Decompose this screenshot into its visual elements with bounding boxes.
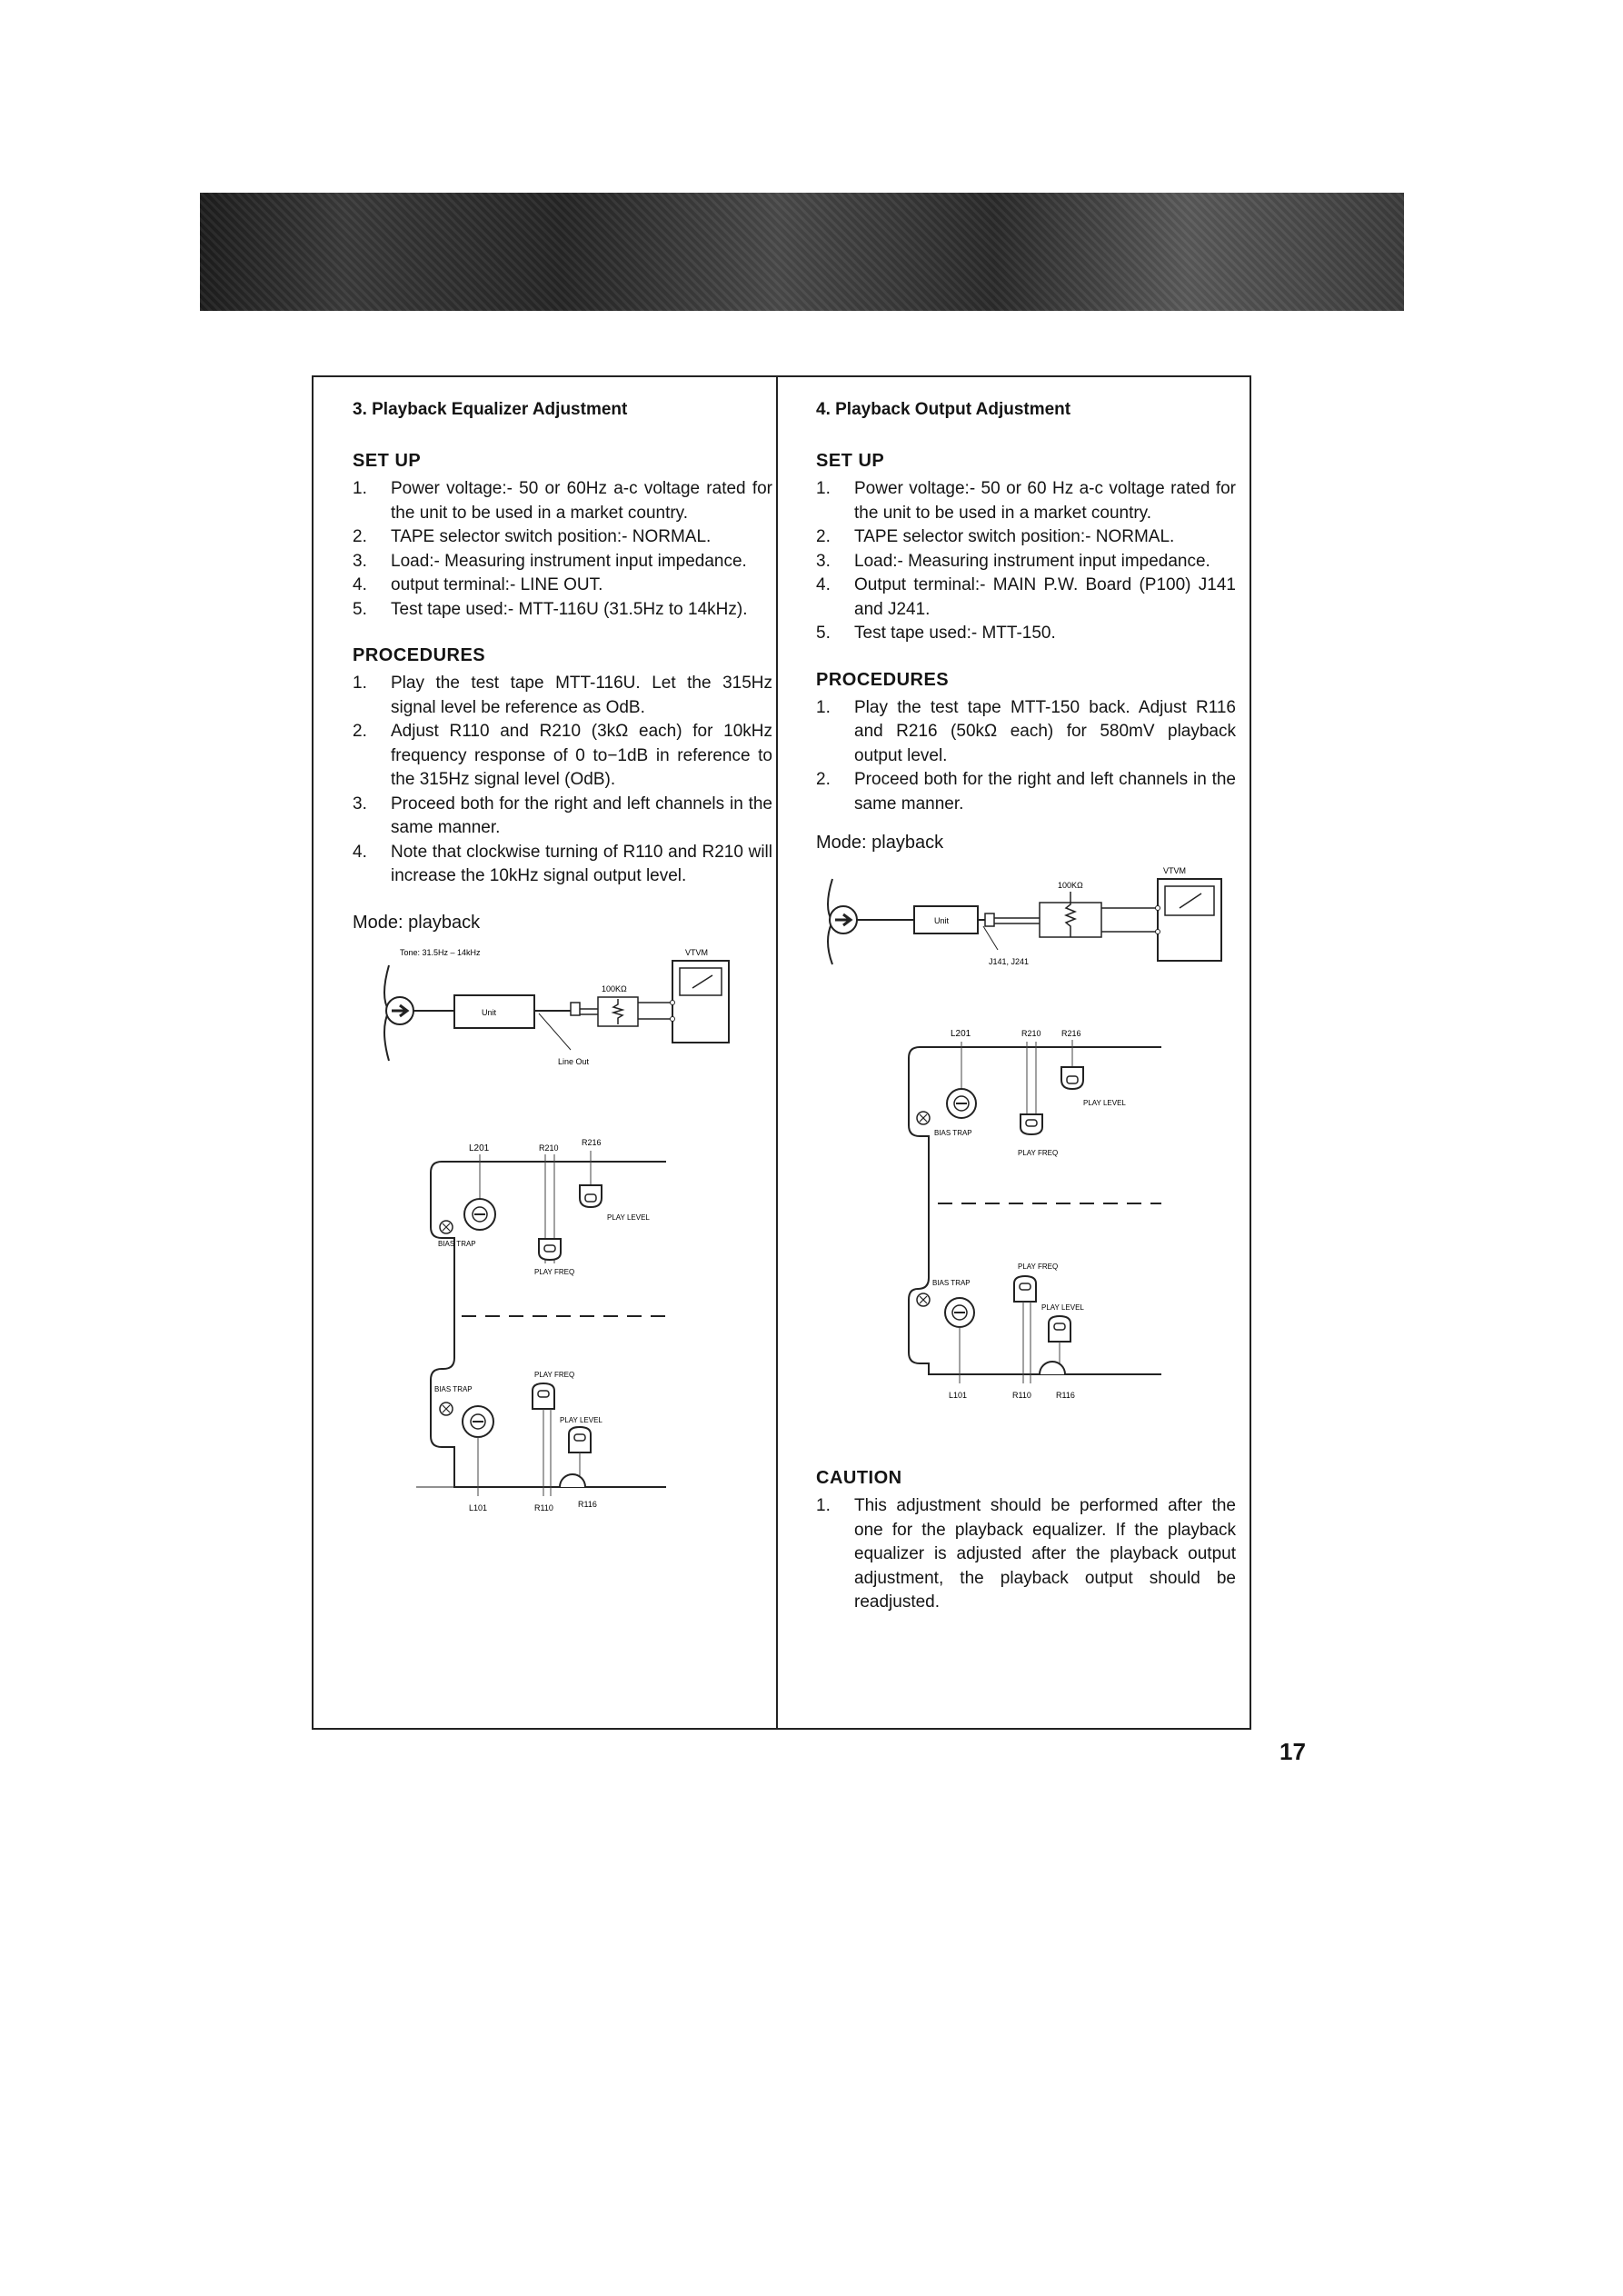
list-item: 2. TAPE selector switch position:- NORMAL. — [353, 527, 712, 546]
resistor-icon — [1066, 892, 1075, 937]
vtvm-label: VTVM — [1163, 866, 1187, 875]
list-item: 4. output terminal:- LINE OUT. — [353, 575, 603, 594]
r110-label: R110 — [534, 1502, 553, 1512]
vtvm-meter — [672, 961, 729, 1043]
list-item: 1. Play the test tape MTT-150 back. Adjust R116 and R216 (50kΩ each) for 580mV playback output level. — [816, 697, 1236, 765]
list-item: 2. Adjust R110 and R210 (3kΩ each) for 10kHz frequency response of 0 to−1dB in reference to the 315Hz signal level (OdB). — [353, 722, 772, 789]
connection-diagram — [353, 943, 734, 1079]
pc-board-diagram — [353, 1107, 734, 1534]
list-item: 5. Test tape used:- MTT-150. — [816, 624, 1056, 643]
list-item: 4. Note that clockwise turning of R110 and R210 will increase the 10kHz signal output level. — [353, 842, 772, 885]
r116-label: R116 — [578, 1499, 597, 1509]
play-freq-trimmer — [1021, 1114, 1042, 1134]
connection-diagram — [816, 863, 1234, 972]
setup-list — [816, 477, 1236, 646]
setup-list — [353, 477, 772, 622]
left-column — [353, 400, 772, 1539]
play-level-trimmer — [1049, 1316, 1070, 1342]
r210-label: R210 — [539, 1143, 559, 1153]
play-level-label: PLAY LEVEL — [607, 1213, 650, 1222]
play-freq-trimmer — [1014, 1276, 1036, 1302]
play-freq-label: PLAY FREQ — [1018, 1263, 1059, 1271]
play-level-trimmer — [580, 1185, 602, 1207]
procedures-heading: PROCEDURES — [353, 645, 486, 665]
right-column — [816, 400, 1236, 1639]
l101-label: L101 — [949, 1391, 968, 1400]
bias-trap-label: BIAS TRAP — [438, 1239, 476, 1248]
bias-trap-label: BIAS TRAP — [932, 1279, 971, 1287]
l201-label: L201 — [469, 1143, 490, 1153]
r210-label: R210 — [1021, 1029, 1041, 1038]
jack-label: J141, J241 — [989, 957, 1030, 966]
play-freq-trimmer — [539, 1239, 561, 1260]
resistor-label: 100KΩ — [602, 983, 627, 993]
section-title-equalizer: 3. Playback Equalizer Adjustment — [353, 400, 628, 419]
resistor-label: 100KΩ — [1058, 881, 1083, 890]
setup-heading: SET UP — [816, 451, 885, 471]
list-item: 1. This adjustment should be performed after the one for the playback equalizer. If the playback equalizer is adjusted after the playback output adjustment, the playback output should be readjusted. — [816, 1496, 1236, 1612]
l201-label: L201 — [951, 1029, 971, 1039]
bias-trap-label: BIAS TRAP — [934, 1129, 972, 1137]
play-level-trimmer — [569, 1427, 591, 1452]
header-banner — [200, 193, 1404, 311]
procedures-heading: PROCEDURES — [816, 669, 950, 690]
page-number: 17 — [1279, 1738, 1306, 1765]
play-level-trimmer — [1061, 1067, 1083, 1089]
play-freq-label: PLAY FREQ — [534, 1267, 575, 1276]
section-title-output: 4. Playback Output Adjustment — [816, 400, 1071, 419]
setup-heading: SET UP — [353, 451, 422, 471]
list-item: 3. Load:- Measuring instrument input impedance. — [353, 551, 747, 571]
play-freq-label: PLAY FREQ — [1018, 1149, 1059, 1157]
list-item: 1. Power voltage:- 50 or 60 Hz a-c voltage rated for the unit to be used in a market country. — [816, 479, 1236, 523]
mode-label: Mode: playback — [353, 912, 481, 933]
list-item: 1. Power voltage:- 50 or 60Hz a-c voltage rated for the unit to be used in a market country. — [353, 479, 772, 523]
bias-trap-label: BIAS TRAP — [434, 1384, 473, 1393]
resistor-icon — [613, 999, 622, 1024]
unit-label: Unit — [482, 1007, 497, 1017]
list-item: 3. Proceed both for the right and left channels in the same manner. — [353, 794, 772, 837]
play-level-label: PLAY LEVEL — [560, 1415, 602, 1424]
vtvm-label: VTVM — [685, 947, 709, 957]
play-level-label: PLAY LEVEL — [1041, 1303, 1084, 1312]
list-item: 4. Output terminal:- MAIN P.W. Board (P100) J141 and J241. — [816, 575, 1236, 619]
procedures-list — [816, 696, 1236, 817]
play-freq-label: PLAY FREQ — [534, 1370, 575, 1379]
caution-heading: CAUTION — [816, 1468, 902, 1488]
column-divider — [776, 375, 778, 1730]
r216-label: R216 — [582, 1137, 602, 1147]
r216-label: R216 — [1061, 1029, 1081, 1038]
mode-label: Mode: playback — [816, 833, 944, 853]
jack-label: Line Out — [558, 1056, 590, 1066]
play-level-label: PLAY LEVEL — [1083, 1099, 1126, 1107]
l101-label: L101 — [469, 1502, 488, 1512]
r110-label: R110 — [1012, 1391, 1031, 1400]
list-item: 2. Proceed both for the right and left channels in the same manner. — [816, 770, 1236, 814]
list-item: 2. TAPE selector switch position:- NORMAL. — [816, 527, 1175, 546]
list-item: 1. Play the test tape MTT-116U. Let the 315Hz signal level be reference as OdB. — [353, 674, 772, 717]
pc-board-diagram — [816, 1023, 1234, 1451]
list-item: 5. Test tape used:- MTT-116U (31.5Hz to 14kHz). — [353, 599, 748, 619]
r116-label: R116 — [1056, 1391, 1075, 1400]
procedures-list — [353, 672, 772, 889]
tone-label: Tone: 31.5Hz – 14kHz — [400, 947, 481, 957]
caution-list — [816, 1494, 1236, 1615]
unit-label: Unit — [934, 916, 950, 925]
play-freq-trimmer — [533, 1383, 554, 1409]
list-item: 3. Load:- Measuring instrument input impedance. — [816, 551, 1210, 571]
vtvm-meter — [1158, 879, 1221, 961]
